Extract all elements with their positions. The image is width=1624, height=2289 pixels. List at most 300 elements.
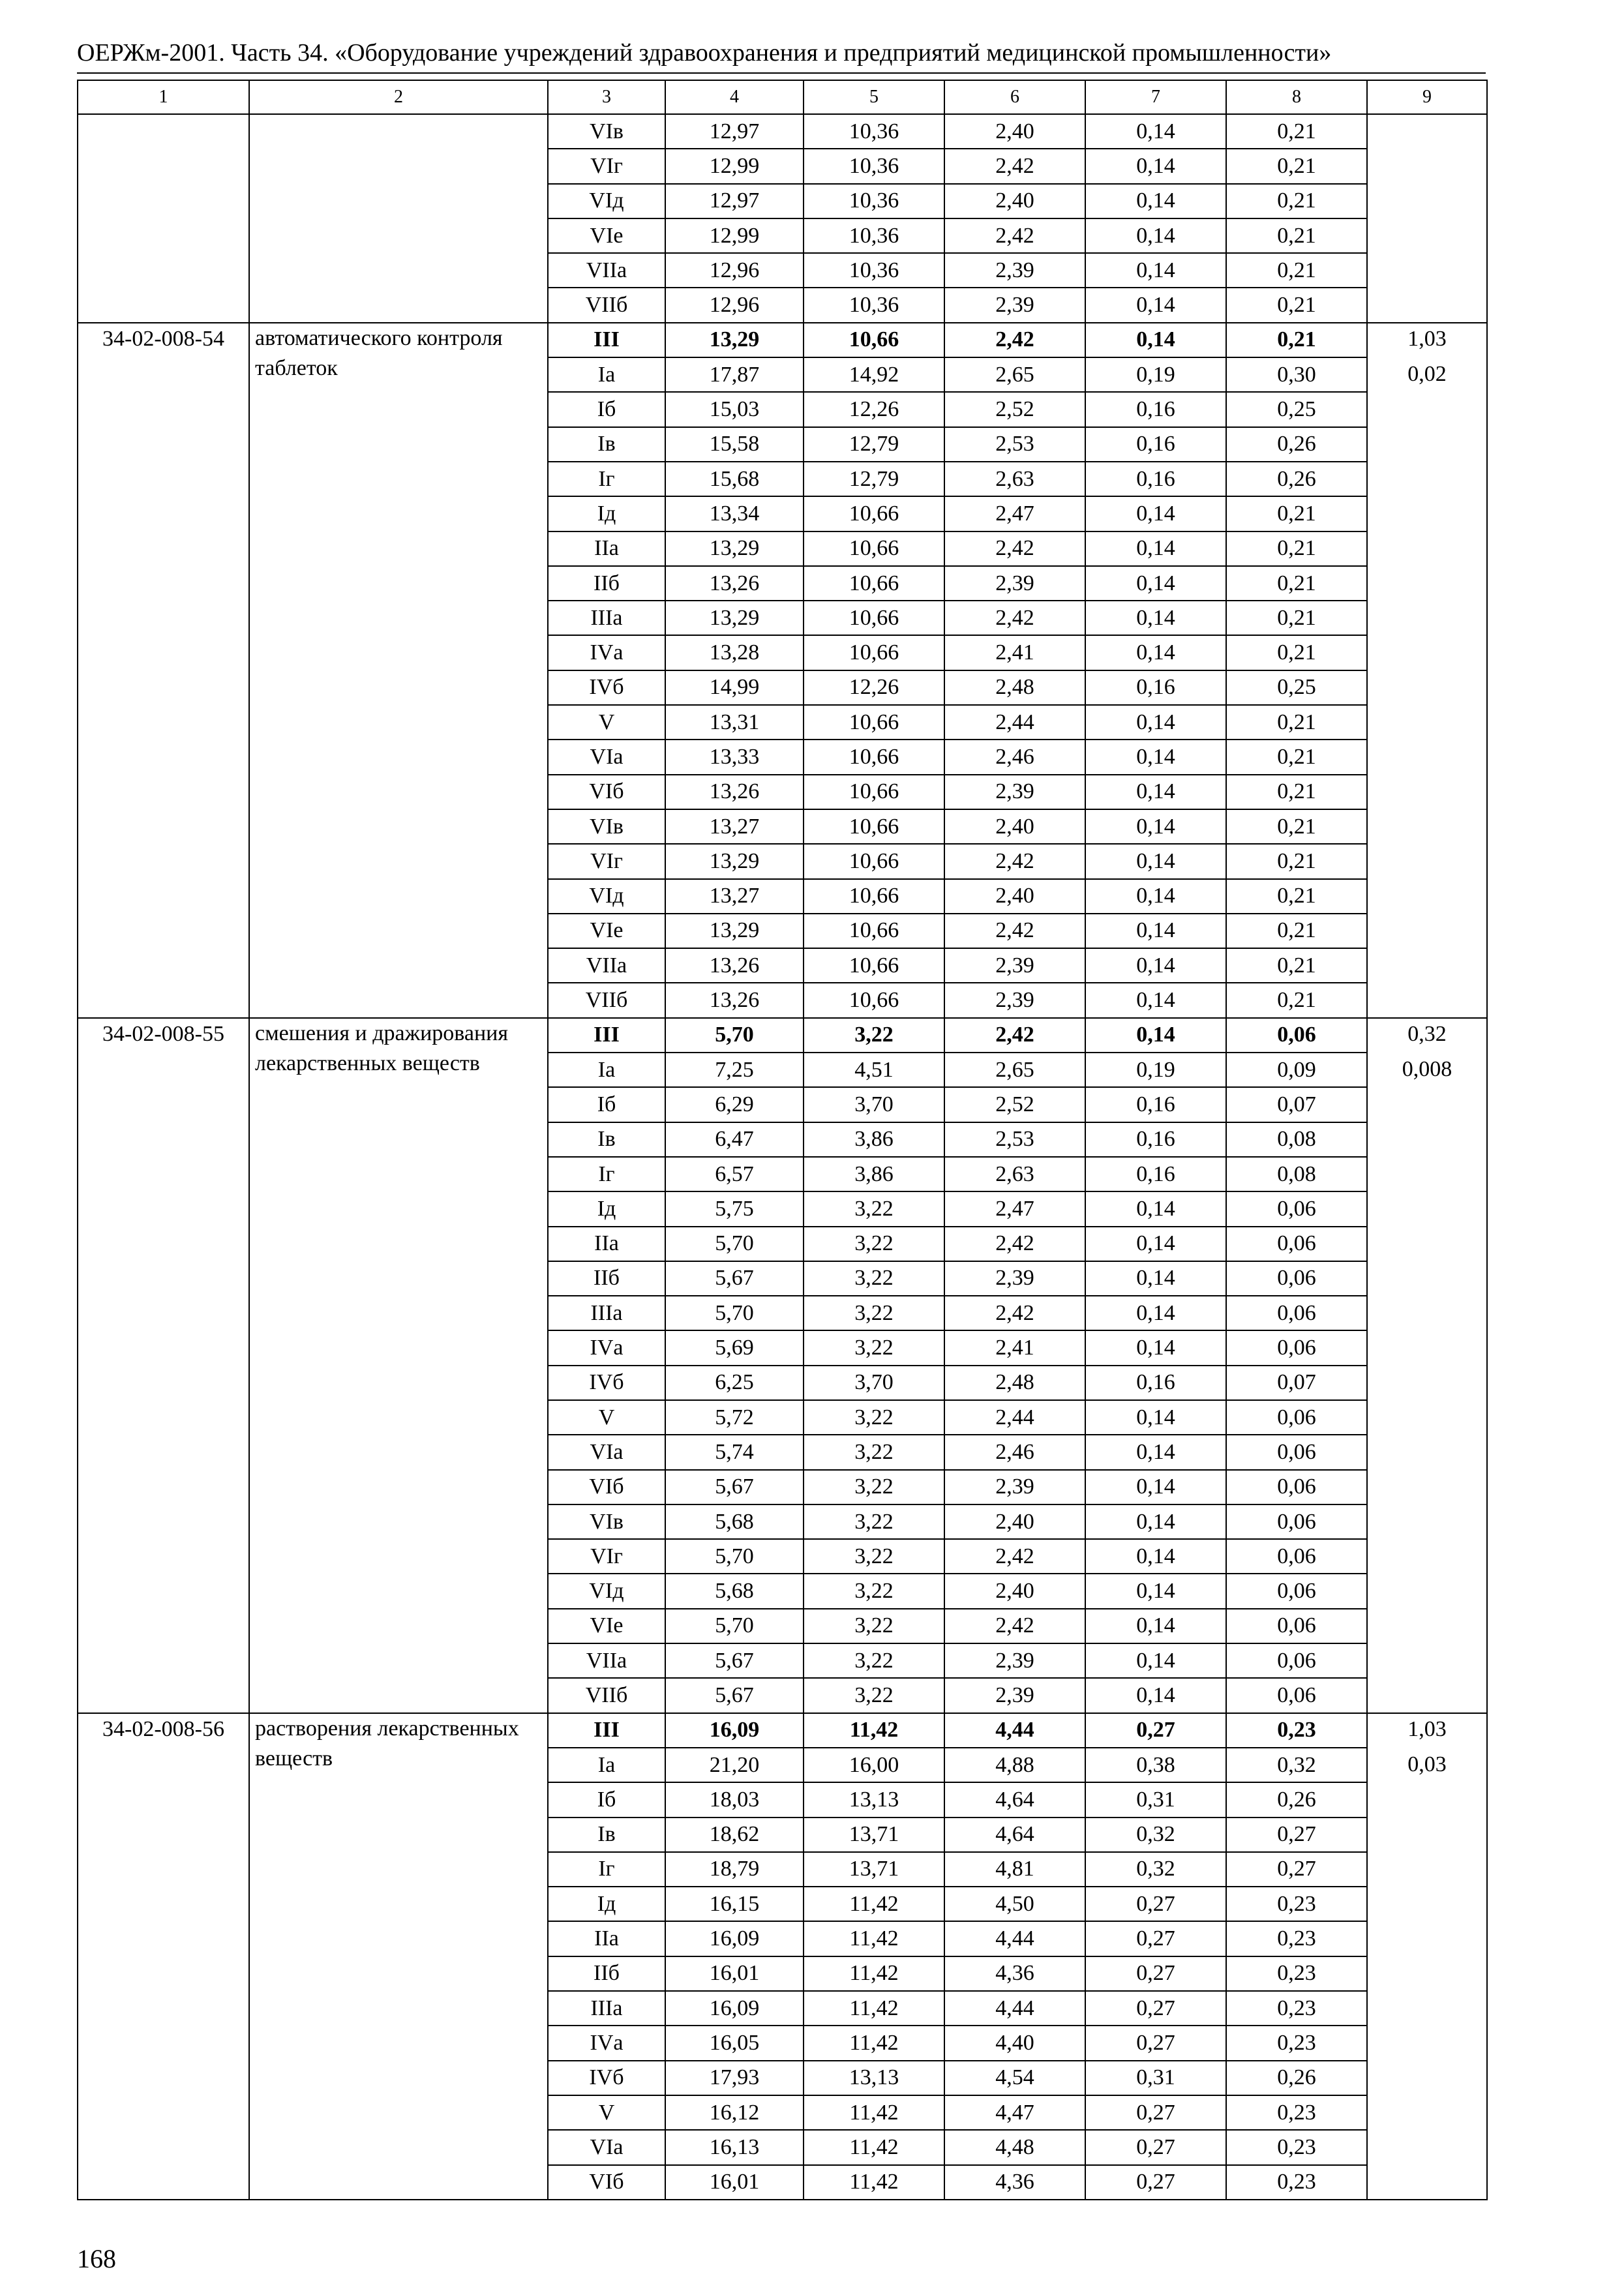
value-cell: 0,14: [1085, 1539, 1226, 1574]
value-cell: 0,27: [1085, 2165, 1226, 2200]
value-cell: 13,13: [804, 2061, 944, 2095]
value-cell: 5,68: [665, 1504, 804, 1539]
value-cell: VIд: [548, 879, 665, 914]
value-cell: 5,70: [665, 1227, 804, 1261]
value-cell: 3,22: [804, 1330, 944, 1365]
value-cell: 0,06: [1226, 1678, 1367, 1713]
value-cell: 0,27: [1226, 1818, 1367, 1852]
value-cell: 13,29: [665, 914, 804, 948]
value-cell: 11,42: [804, 1713, 944, 1748]
value-cell: 10,66: [804, 635, 944, 670]
value-cell: 6,57: [665, 1157, 804, 1191]
table-row-base: [78, 1018, 1487, 1053]
value-cell: 2,42: [944, 1018, 1085, 1053]
value-cell: 0,19: [1085, 357, 1226, 392]
value-cell: 13,28: [665, 635, 804, 670]
value-cell: 5,68: [665, 1574, 804, 1608]
value-cell: 0,27: [1085, 2095, 1226, 2130]
value-cell: 3,22: [804, 1227, 944, 1261]
value-cell: 0,21: [1226, 218, 1367, 253]
value-cell: 0,27: [1085, 2130, 1226, 2164]
value-cell: 0,14: [1085, 1504, 1226, 1539]
value-cell: 2,42: [944, 601, 1085, 635]
value-cell: 0,14: [1085, 1435, 1226, 1469]
value-cell: 16,15: [665, 1887, 804, 1921]
value-cell: 0,23: [1226, 2165, 1367, 2200]
value-cell: 2,41: [944, 1330, 1085, 1365]
value-cell: 0,14: [1085, 1678, 1226, 1713]
value-cell: III: [548, 323, 665, 357]
value-cell: 0,23: [1226, 2095, 1367, 2130]
value-cell: 0,06: [1226, 1470, 1367, 1504]
value-cell: IIа: [548, 1921, 665, 1956]
value-cell: 0,16: [1085, 670, 1226, 705]
column-number: 6: [944, 80, 1085, 114]
value-cell: 0,14: [1085, 496, 1226, 531]
value-cell: 0,26: [1226, 2061, 1367, 2095]
value-cell: 5,67: [665, 1470, 804, 1504]
value-cell: 0,06: [1226, 1435, 1367, 1469]
value-cell: 13,29: [665, 323, 804, 357]
value-cell: VIв: [548, 1504, 665, 1539]
value-cell: 2,63: [944, 462, 1085, 496]
value-cell: 3,22: [804, 1643, 944, 1678]
value-cell: 0,27: [1085, 2026, 1226, 2060]
value-cell: 0,32: [1226, 1748, 1367, 1782]
value-cell: 0,25: [1226, 670, 1367, 705]
value-cell: 4,81: [944, 1852, 1085, 1887]
value-cell: 13,26: [665, 775, 804, 809]
value-cell: 0,27: [1226, 1852, 1367, 1887]
value-cell: Iд: [548, 1191, 665, 1226]
value-cell: 0,21: [1226, 566, 1367, 601]
value-cell: 0,14: [1085, 948, 1226, 983]
value-cell: 0,08: [1226, 1157, 1367, 1191]
value-cell: 15,68: [665, 462, 804, 496]
value-cell: IIа: [548, 531, 665, 566]
col9-cell: [1367, 323, 1487, 1018]
value-cell: 12,97: [665, 114, 804, 149]
value-cell: Iб: [548, 1087, 665, 1122]
value-cell: 5,72: [665, 1400, 804, 1435]
value-cell: 0,06: [1226, 1018, 1367, 1053]
value-cell: III: [548, 1018, 665, 1053]
value-cell: 13,26: [665, 948, 804, 983]
value-cell: 7,25: [665, 1053, 804, 1087]
value-cell: 2,39: [944, 1261, 1085, 1296]
value-cell: 2,52: [944, 1087, 1085, 1122]
value-cell: 0,21: [1226, 149, 1367, 183]
value-cell: 0,30: [1226, 357, 1367, 392]
value-cell: 16,00: [804, 1748, 944, 1782]
value-cell: 2,47: [944, 1191, 1085, 1226]
column-number: 9: [1367, 80, 1487, 114]
value-cell: 2,42: [944, 844, 1085, 878]
value-cell: VIIа: [548, 948, 665, 983]
value-cell: Iа: [548, 1053, 665, 1087]
value-cell: 3,22: [804, 1018, 944, 1053]
value-cell: 2,40: [944, 184, 1085, 218]
value-cell: 11,42: [804, 1921, 944, 1956]
value-cell: VIа: [548, 1435, 665, 1469]
value-cell: 3,22: [804, 1191, 944, 1226]
value-cell: 11,42: [804, 2026, 944, 2060]
value-cell: VIе: [548, 914, 665, 948]
value-cell: 0,23: [1226, 2026, 1367, 2060]
value-cell: 5,70: [665, 1296, 804, 1330]
value-cell: Iг: [548, 462, 665, 496]
value-cell: 0,21: [1226, 740, 1367, 774]
value-cell: VIIб: [548, 983, 665, 1017]
value-cell: 4,48: [944, 2130, 1085, 2164]
value-cell: 2,65: [944, 357, 1085, 392]
value-cell: 14,99: [665, 670, 804, 705]
value-cell: 5,67: [665, 1643, 804, 1678]
column-number: 8: [1226, 80, 1367, 114]
value-cell: 12,99: [665, 218, 804, 253]
value-cell: 0,14: [1085, 983, 1226, 1017]
value-cell: 0,08: [1226, 1122, 1367, 1157]
value-cell: IVа: [548, 2026, 665, 2060]
value-cell: 10,66: [804, 740, 944, 774]
value-cell: 4,44: [944, 1991, 1085, 2026]
value-cell: IIIа: [548, 1991, 665, 2026]
value-cell: 4,36: [944, 1956, 1085, 1991]
value-cell: 0,21: [1226, 914, 1367, 948]
value-cell: 0,14: [1085, 566, 1226, 601]
value-cell: 0,16: [1085, 427, 1226, 462]
value-cell: 5,70: [665, 1609, 804, 1643]
value-cell: 4,40: [944, 2026, 1085, 2060]
value-cell: 0,16: [1085, 392, 1226, 426]
value-cell: VIв: [548, 809, 665, 844]
value-cell: 3,86: [804, 1122, 944, 1157]
value-cell: 0,23: [1226, 1887, 1367, 1921]
code-cell: 34-02-008-54: [78, 323, 249, 1018]
value-cell: 0,26: [1226, 427, 1367, 462]
value-cell: 0,21: [1226, 184, 1367, 218]
value-cell: 5,74: [665, 1435, 804, 1469]
value-cell: 0,06: [1226, 1643, 1367, 1678]
value-cell: 2,39: [944, 1470, 1085, 1504]
value-cell: Iа: [548, 1748, 665, 1782]
value-cell: 4,44: [944, 1921, 1085, 1956]
value-cell: 0,21: [1226, 601, 1367, 635]
value-cell: 12,99: [665, 149, 804, 183]
value-cell: 0,14: [1085, 1330, 1226, 1365]
value-cell: IVа: [548, 1330, 665, 1365]
value-cell: 0,14: [1085, 149, 1226, 183]
value-cell: IIб: [548, 566, 665, 601]
value-cell: 0,14: [1085, 218, 1226, 253]
value-cell: 10,36: [804, 288, 944, 322]
value-cell: 2,52: [944, 392, 1085, 426]
value-cell: 12,26: [804, 392, 944, 426]
value-cell: 10,66: [804, 323, 944, 357]
value-cell: 3,22: [804, 1261, 944, 1296]
value-cell: 0,14: [1085, 705, 1226, 740]
value-cell: 2,40: [944, 879, 1085, 914]
value-cell: 2,63: [944, 1157, 1085, 1191]
value-cell: IIIа: [548, 1296, 665, 1330]
value-cell: 10,66: [804, 566, 944, 601]
value-cell: 2,46: [944, 740, 1085, 774]
value-cell: V: [548, 1400, 665, 1435]
page-header: ОЕРЖм-2001. Часть 34. «Оборудование учреждений здравоохранения и предприятий медицинской промышленности»: [77, 39, 1332, 67]
value-cell: 11,42: [804, 2130, 944, 2164]
value-cell: 3,22: [804, 1504, 944, 1539]
value-cell: 0,23: [1226, 1991, 1367, 2026]
value-cell: 0,06: [1226, 1296, 1367, 1330]
value-cell: 11,42: [804, 1991, 944, 2026]
value-cell: 5,75: [665, 1191, 804, 1226]
value-cell: 2,39: [944, 948, 1085, 983]
value-cell: 0,16: [1085, 1366, 1226, 1400]
value-cell: 0,14: [1085, 531, 1226, 566]
value-cell: 2,39: [944, 983, 1085, 1017]
value-cell: 3,22: [804, 1470, 944, 1504]
value-cell: 10,36: [804, 149, 944, 183]
value-cell: Iв: [548, 1122, 665, 1157]
value-cell: VIг: [548, 844, 665, 878]
value-cell: 16,01: [665, 1956, 804, 1991]
value-cell: 0,14: [1085, 323, 1226, 357]
value-cell: Iв: [548, 427, 665, 462]
value-cell: 2,39: [944, 1678, 1085, 1713]
name-cell: смешения и дражирования лекарственных веществ: [249, 1018, 548, 1713]
value-cell: 4,64: [944, 1782, 1085, 1817]
value-cell: 0,21: [1226, 288, 1367, 322]
value-cell: 13,27: [665, 879, 804, 914]
value-cell: 3,22: [804, 1400, 944, 1435]
value-cell: 0,07: [1226, 1087, 1367, 1122]
value-cell: 0,14: [1085, 184, 1226, 218]
column-number: 7: [1085, 80, 1226, 114]
value-cell: 17,87: [665, 357, 804, 392]
col9-value: 0,008: [1402, 1056, 1452, 1081]
value-cell: 3,70: [804, 1087, 944, 1122]
value-cell: 0,14: [1085, 809, 1226, 844]
table-row: [78, 114, 1487, 149]
value-cell: 0,14: [1085, 288, 1226, 322]
value-cell: 12,26: [804, 670, 944, 705]
col9-cell: [1367, 1713, 1487, 2200]
value-cell: 0,21: [1226, 983, 1367, 1017]
value-cell: 13,29: [665, 531, 804, 566]
value-cell: 0,26: [1226, 462, 1367, 496]
value-cell: 2,39: [944, 775, 1085, 809]
value-cell: 13,31: [665, 705, 804, 740]
value-cell: IIа: [548, 1227, 665, 1261]
value-cell: 0,21: [1226, 253, 1367, 288]
value-cell: 0,38: [1085, 1748, 1226, 1782]
value-cell: 0,19: [1085, 1053, 1226, 1087]
value-cell: 3,86: [804, 1157, 944, 1191]
value-cell: 0,27: [1085, 1713, 1226, 1748]
value-cell: 3,22: [804, 1296, 944, 1330]
value-cell: V: [548, 2095, 665, 2130]
value-cell: 2,40: [944, 1504, 1085, 1539]
value-cell: 0,21: [1226, 809, 1367, 844]
value-cell: 0,21: [1226, 948, 1367, 983]
value-cell: 0,14: [1085, 1470, 1226, 1504]
value-cell: 10,66: [804, 844, 944, 878]
value-cell: 3,22: [804, 1435, 944, 1469]
value-cell: 0,14: [1085, 775, 1226, 809]
value-cell: 16,09: [665, 1921, 804, 1956]
value-cell: 0,23: [1226, 1921, 1367, 1956]
value-cell: 12,96: [665, 288, 804, 322]
value-cell: Iд: [548, 496, 665, 531]
value-cell: 0,27: [1085, 1956, 1226, 1991]
value-cell: 4,54: [944, 2061, 1085, 2095]
value-cell: 0,14: [1085, 601, 1226, 635]
value-cell: 2,65: [944, 1053, 1085, 1087]
value-cell: 0,07: [1226, 1366, 1367, 1400]
value-cell: 16,01: [665, 2165, 804, 2200]
rates-table: [77, 80, 1488, 2200]
value-cell: 0,21: [1226, 705, 1367, 740]
column-number: 1: [78, 80, 249, 114]
value-cell: VIе: [548, 218, 665, 253]
value-cell: 0,21: [1226, 531, 1367, 566]
value-cell: 5,67: [665, 1678, 804, 1713]
value-cell: 11,42: [804, 2095, 944, 2130]
value-cell: 12,79: [804, 427, 944, 462]
value-cell: 10,66: [804, 948, 944, 983]
value-cell: 0,16: [1085, 462, 1226, 496]
value-cell: 2,39: [944, 253, 1085, 288]
value-cell: 4,50: [944, 1887, 1085, 1921]
col9-cell: [1367, 114, 1487, 323]
value-cell: Iг: [548, 1852, 665, 1887]
value-cell: 0,06: [1226, 1191, 1367, 1226]
value-cell: 11,42: [804, 2165, 944, 2200]
value-cell: 0,32: [1085, 1852, 1226, 1887]
value-cell: 2,42: [944, 323, 1085, 357]
value-cell: 0,14: [1085, 1018, 1226, 1053]
value-cell: VIд: [548, 1574, 665, 1608]
value-cell: Iг: [548, 1157, 665, 1191]
value-cell: 0,31: [1085, 1782, 1226, 1817]
value-cell: 13,26: [665, 983, 804, 1017]
value-cell: 0,14: [1085, 1400, 1226, 1435]
value-cell: 13,29: [665, 601, 804, 635]
value-cell: 10,36: [804, 114, 944, 149]
value-cell: 10,66: [804, 496, 944, 531]
value-cell: 2,42: [944, 218, 1085, 253]
code-cell: 34-02-008-56: [78, 1713, 249, 2200]
value-cell: 10,66: [804, 601, 944, 635]
value-cell: 0,21: [1226, 635, 1367, 670]
value-cell: V: [548, 705, 665, 740]
value-cell: 16,09: [665, 1713, 804, 1748]
value-cell: Iб: [548, 1782, 665, 1817]
page-number: 168: [77, 2244, 116, 2273]
value-cell: VIг: [548, 1539, 665, 1574]
value-cell: 4,64: [944, 1818, 1085, 1852]
value-cell: 0,27: [1085, 1921, 1226, 1956]
value-cell: VIе: [548, 1609, 665, 1643]
value-cell: IVа: [548, 635, 665, 670]
value-cell: 12,96: [665, 253, 804, 288]
value-cell: 0,06: [1226, 1227, 1367, 1261]
value-cell: 13,33: [665, 740, 804, 774]
value-cell: 16,05: [665, 2026, 804, 2060]
value-cell: 0,14: [1085, 1296, 1226, 1330]
value-cell: VIв: [548, 114, 665, 149]
value-cell: 0,27: [1085, 1887, 1226, 1921]
value-cell: 13,13: [804, 1782, 944, 1817]
column-number: 4: [665, 80, 804, 114]
value-cell: 2,41: [944, 635, 1085, 670]
column-number-row: [78, 80, 1487, 114]
value-cell: 3,22: [804, 1574, 944, 1608]
value-cell: IIб: [548, 1261, 665, 1296]
value-cell: 4,36: [944, 2165, 1085, 2200]
value-cell: 10,36: [804, 218, 944, 253]
value-cell: 2,39: [944, 566, 1085, 601]
value-cell: VIа: [548, 740, 665, 774]
header-rule: [77, 72, 1486, 74]
value-cell: 0,14: [1085, 1227, 1226, 1261]
value-cell: 4,47: [944, 2095, 1085, 2130]
value-cell: 0,31: [1085, 2061, 1226, 2095]
value-cell: Iд: [548, 1887, 665, 1921]
value-cell: 15,03: [665, 392, 804, 426]
value-cell: 0,23: [1226, 2130, 1367, 2164]
value-cell: 6,25: [665, 1366, 804, 1400]
value-cell: 2,44: [944, 705, 1085, 740]
value-cell: 0,06: [1226, 1400, 1367, 1435]
value-cell: 4,44: [944, 1713, 1085, 1748]
value-cell: 0,14: [1085, 879, 1226, 914]
value-cell: 0,06: [1226, 1609, 1367, 1643]
value-cell: 10,66: [804, 705, 944, 740]
value-cell: 3,22: [804, 1678, 944, 1713]
value-cell: 0,23: [1226, 1956, 1367, 1991]
value-cell: Iб: [548, 392, 665, 426]
value-cell: 0,06: [1226, 1504, 1367, 1539]
col9-value: 1,03: [1407, 326, 1447, 351]
value-cell: IIб: [548, 1956, 665, 1991]
value-cell: 2,42: [944, 531, 1085, 566]
value-cell: 0,14: [1085, 914, 1226, 948]
value-cell: 5,70: [665, 1539, 804, 1574]
value-cell: 2,53: [944, 1122, 1085, 1157]
value-cell: 0,14: [1085, 1191, 1226, 1226]
value-cell: 0,16: [1085, 1122, 1226, 1157]
value-cell: 6,47: [665, 1122, 804, 1157]
value-cell: 18,62: [665, 1818, 804, 1852]
value-cell: 10,66: [804, 914, 944, 948]
value-cell: 13,71: [804, 1818, 944, 1852]
value-cell: IVб: [548, 670, 665, 705]
column-number: 3: [548, 80, 665, 114]
value-cell: 13,26: [665, 566, 804, 601]
value-cell: 2,42: [944, 149, 1085, 183]
value-cell: 13,34: [665, 496, 804, 531]
name-cell: автоматического контроля таблеток: [249, 323, 548, 1018]
value-cell: 14,92: [804, 357, 944, 392]
value-cell: 2,48: [944, 670, 1085, 705]
value-cell: Iа: [548, 357, 665, 392]
value-cell: 2,42: [944, 1296, 1085, 1330]
col9-cell: [1367, 1018, 1487, 1713]
value-cell: 16,13: [665, 2130, 804, 2164]
value-cell: 11,42: [804, 1887, 944, 1921]
value-cell: 2,42: [944, 1539, 1085, 1574]
